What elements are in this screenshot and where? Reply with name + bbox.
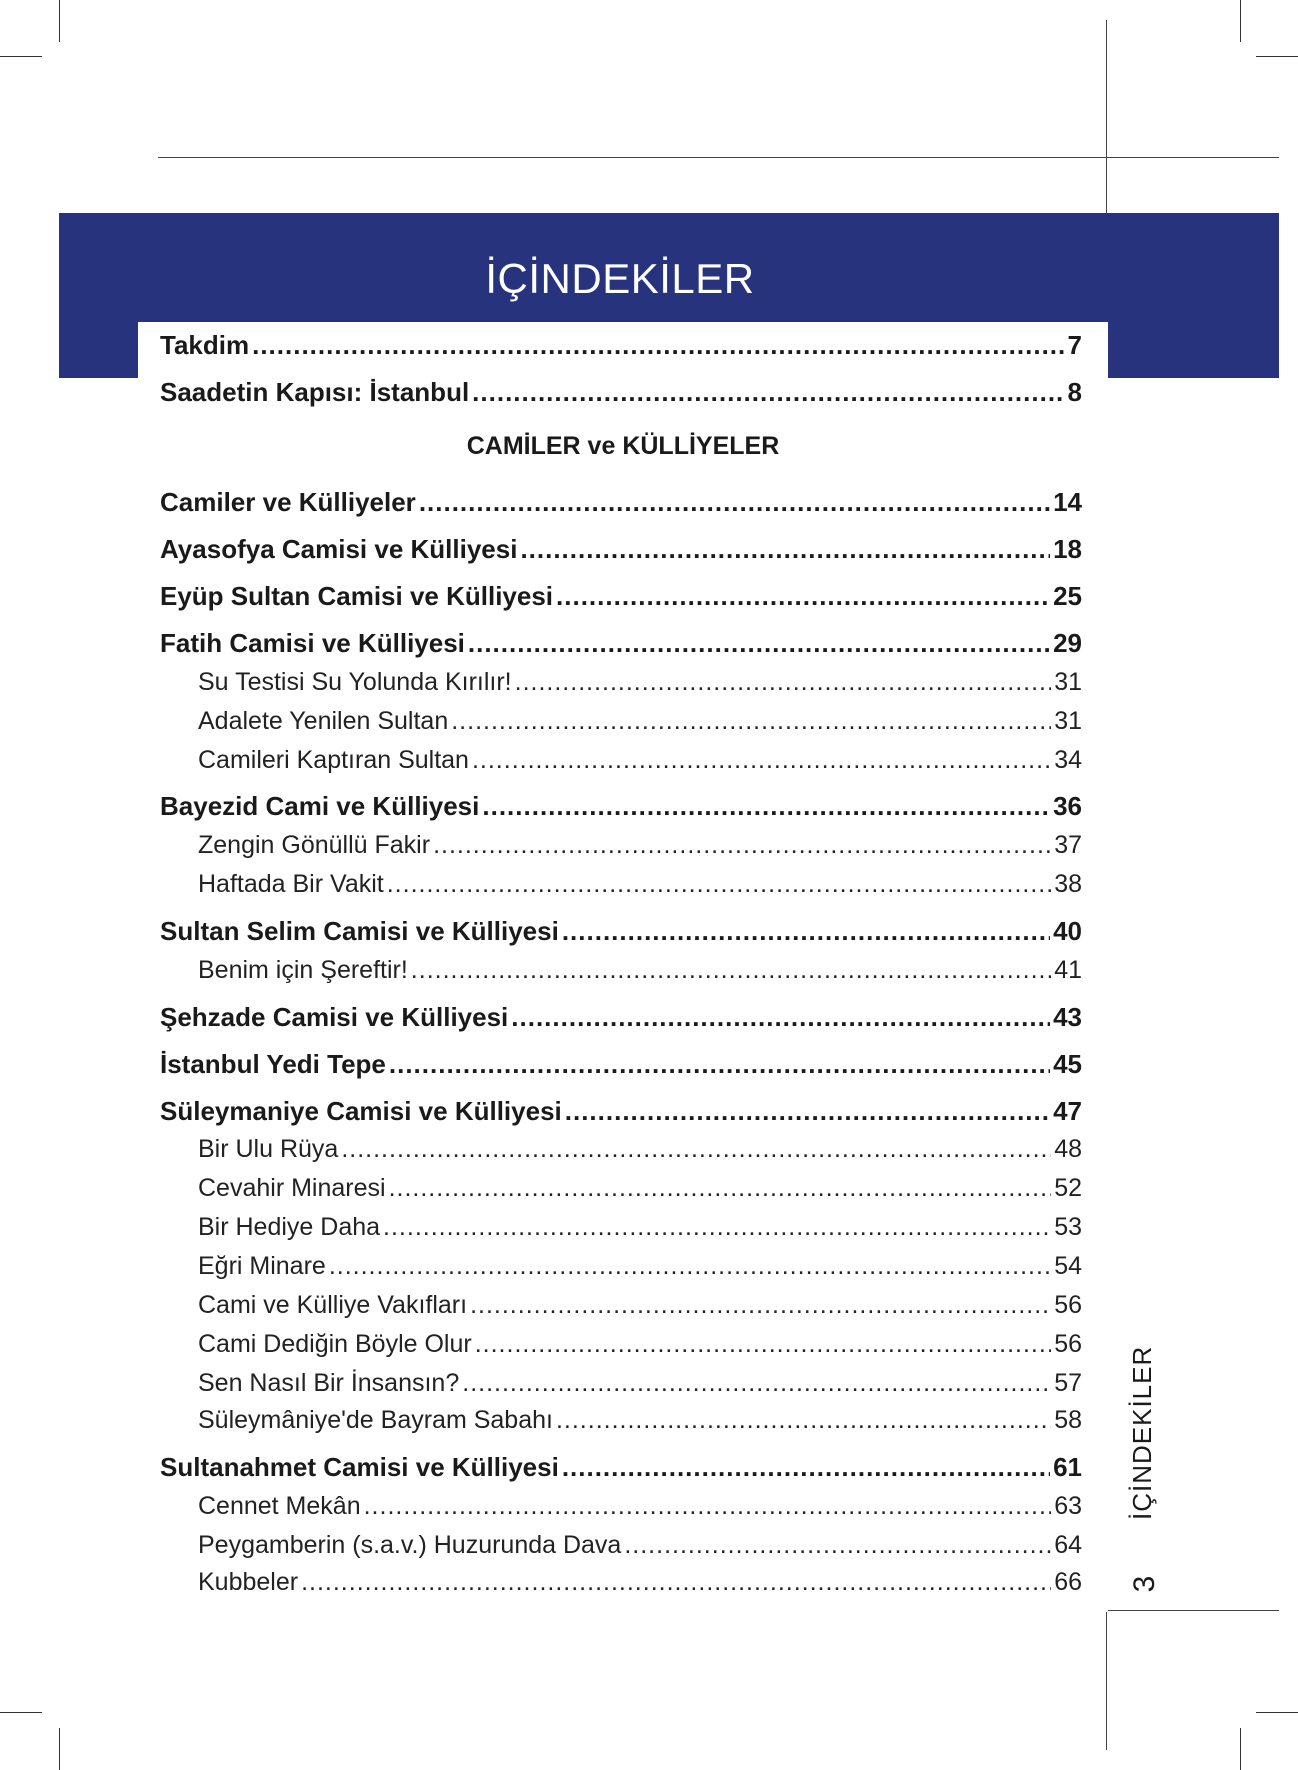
toc-entry-page: 52: [1054, 1174, 1082, 1202]
toc-entry-title: Sultanahmet Camisi ve Külliyesi: [160, 1452, 559, 1482]
toc-entry-page: 37: [1054, 831, 1082, 859]
dot-leader: [329, 1252, 1051, 1281]
toc-panel: [138, 322, 1108, 1612]
toc-entry-title: Takdim: [160, 330, 250, 360]
toc-entry-page: 58: [1054, 1406, 1082, 1434]
toc-entry-page: 61: [1053, 1452, 1082, 1482]
page-title: İÇİNDEKİLER: [485, 255, 755, 302]
toc-subentry[interactable]: [198, 746, 1082, 775]
dot-leader: [482, 791, 1050, 822]
toc-entry-page: 57: [1054, 1369, 1082, 1397]
toc-entry-title: Saadetin Kapısı: İstanbul: [160, 377, 470, 407]
toc-subentry[interactable]: [198, 1369, 1082, 1398]
toc-entry-page: 48: [1054, 1135, 1082, 1163]
crop-mark: [0, 1712, 42, 1713]
toc-entry-title: Ayasofya Camisi ve Külliyesi: [160, 534, 518, 564]
toc-entry-title: Eyüp Sultan Camisi ve Külliyesi: [160, 581, 554, 611]
dot-leader: [387, 870, 1051, 899]
toc-entry-title: İstanbul Yedi Tepe: [160, 1049, 386, 1079]
toc-subentry[interactable]: [198, 668, 1082, 697]
toc-entry-title: Eğri Minare: [198, 1252, 326, 1280]
toc-entry-title: Fatih Camisi ve Külliyesi: [160, 628, 465, 658]
toc-subentry[interactable]: [198, 956, 1082, 985]
toc-entry-title: Bayezid Cami ve Külliyesi: [160, 791, 480, 821]
toc-entry[interactable]: [160, 534, 1082, 565]
toc-entry-page: 29: [1053, 628, 1082, 658]
toc-entry-page: 41: [1054, 956, 1082, 984]
running-title: [1127, 1345, 1167, 1560]
dot-leader: [556, 1406, 1051, 1435]
toc-subentry[interactable]: [198, 1531, 1082, 1560]
toc-subentry[interactable]: [198, 1291, 1082, 1320]
toc-entry[interactable]: [160, 1452, 1082, 1483]
toc-entry-title: Camileri Kaptıran Sultan: [198, 746, 469, 774]
toc-entry-page: 8: [1067, 377, 1082, 407]
toc-subentry[interactable]: [198, 1135, 1082, 1164]
toc-entry-title: Cami Dediğin Böyle Olur: [198, 1330, 472, 1358]
toc-entry-page: 7: [1067, 330, 1082, 360]
toc-entry-page: 25: [1053, 581, 1082, 611]
dot-leader: [565, 1096, 1050, 1127]
dot-leader: [520, 534, 1050, 565]
toc-subentry[interactable]: [198, 1213, 1082, 1242]
dot-leader: [470, 1291, 1051, 1320]
toc-entry-title: Adalete Yenilen Sultan: [198, 707, 449, 735]
section-heading: CAMİLER ve KÜLLİYELER: [466, 432, 780, 460]
dot-leader: [383, 1213, 1051, 1242]
toc-entry[interactable]: [160, 916, 1082, 947]
toc-entry-title: Cami ve Külliye Vakıfları: [198, 1291, 468, 1319]
dot-leader: [515, 668, 1052, 697]
running-title-text: İÇİNDEKİLER: [1127, 1345, 1157, 1520]
toc-entry-page: 34: [1054, 746, 1082, 774]
dot-leader: [364, 1492, 1052, 1521]
toc-entry-page: 56: [1054, 1330, 1082, 1358]
toc-entry-title: Süleymaniye Camisi ve Külliyesi: [160, 1096, 562, 1126]
toc-entry-page: 63: [1054, 1492, 1082, 1520]
dot-leader: [341, 1135, 1051, 1164]
toc-entry-page: 47: [1053, 1096, 1082, 1126]
toc-entry[interactable]: [160, 628, 1082, 659]
toc-entry[interactable]: [160, 330, 1082, 361]
toc-entry-page: 43: [1053, 1002, 1082, 1032]
toc-entry-page: 36: [1053, 791, 1082, 821]
toc-subentry[interactable]: [198, 707, 1082, 736]
toc-entry[interactable]: [160, 791, 1082, 822]
dot-leader: [472, 746, 1051, 775]
toc-list: [138, 322, 1108, 1612]
toc-entry-title: Şehzade Camisi ve Külliyesi: [160, 1002, 509, 1032]
toc-entry-page: 31: [1054, 707, 1082, 735]
toc-entry[interactable]: [160, 1049, 1082, 1080]
crop-mark: [1240, 0, 1241, 42]
crop-mark: [59, 0, 60, 42]
toc-entry[interactable]: [160, 581, 1082, 612]
toc-entry-title: Zengin Gönüllü Fakir: [198, 831, 431, 859]
toc-subentry[interactable]: [198, 1406, 1082, 1435]
toc-entry-title: Peygamberin (s.a.v.) Huzurunda Dava: [198, 1531, 622, 1559]
dot-leader: [433, 831, 1051, 860]
dot-leader: [301, 1568, 1051, 1597]
toc-entry-title: Cennet Mekân: [198, 1492, 361, 1520]
toc-entry-title: Haftada Bir Vakit: [198, 870, 384, 898]
toc-entry-page: 64: [1054, 1531, 1082, 1559]
crop-mark: [0, 56, 42, 57]
toc-entry-title: Cevahir Minaresi: [198, 1174, 386, 1202]
dot-leader: [556, 581, 1050, 612]
toc-entry-page: 56: [1054, 1291, 1082, 1319]
toc-entry-title: Camiler ve Külliyeler: [160, 487, 416, 517]
toc-subentry[interactable]: [198, 1174, 1082, 1203]
dot-leader: [468, 628, 1050, 659]
toc-entry-page: 45: [1053, 1049, 1082, 1079]
toc-entry[interactable]: [160, 1002, 1082, 1033]
toc-subentry[interactable]: [198, 1492, 1082, 1521]
toc-subentry[interactable]: [198, 1568, 1082, 1597]
toc-entry[interactable]: [160, 1096, 1082, 1127]
toc-subentry[interactable]: [198, 1330, 1082, 1359]
toc-entry-page: 14: [1053, 487, 1082, 517]
toc-entry[interactable]: [160, 377, 1082, 408]
dot-leader: [419, 487, 1050, 518]
toc-entry-title: Süleymâniye'de Bayram Sabahı: [198, 1406, 553, 1434]
dot-leader: [411, 956, 1051, 985]
dot-leader: [475, 1330, 1051, 1359]
dot-leader: [252, 330, 1064, 361]
dot-leader: [389, 1174, 1052, 1203]
dot-leader: [472, 377, 1064, 408]
toc-subentry[interactable]: [198, 1252, 1082, 1281]
toc-entry[interactable]: [160, 487, 1082, 518]
toc-entry-page: 54: [1054, 1252, 1082, 1280]
toc-subentry[interactable]: [198, 831, 1082, 860]
dot-leader: [562, 916, 1050, 947]
toc-entry-title: Benim için Şereftir!: [198, 956, 408, 984]
toc-entry-page: 18: [1053, 534, 1082, 564]
toc-entry-page: 53: [1054, 1213, 1082, 1241]
toc-entry-page: 40: [1053, 916, 1082, 946]
toc-entry-page: 38: [1054, 870, 1082, 898]
toc-entry-page: 31: [1054, 668, 1082, 696]
crop-mark: [1240, 1728, 1241, 1770]
dot-leader: [462, 1369, 1051, 1398]
dot-leader: [451, 707, 1051, 736]
toc-entry-page: 66: [1054, 1568, 1082, 1596]
crop-mark: [1256, 1712, 1298, 1713]
dot-leader: [511, 1002, 1050, 1033]
toc-entry-title: Kubbeler: [198, 1568, 299, 1596]
dot-leader: [562, 1452, 1050, 1483]
toc-entry-title: Su Testisi Su Yolunda Kırılır!: [198, 668, 512, 696]
page-number: 3: [1128, 1575, 1161, 1593]
top-rule: [158, 157, 1279, 158]
crop-mark: [1256, 56, 1298, 57]
toc-entry-title: Sultan Selim Camisi ve Külliyesi: [160, 916, 559, 946]
toc-entry-title: Bir Hediye Daha: [198, 1213, 381, 1241]
crop-mark: [59, 1728, 60, 1770]
toc-entry-title: Bir Ulu Rüya: [198, 1135, 339, 1163]
dot-leader: [389, 1049, 1050, 1080]
toc-subentry[interactable]: [198, 870, 1082, 899]
dot-leader: [624, 1531, 1051, 1560]
toc-entry-title: Sen Nasıl Bir İnsansın?: [198, 1369, 460, 1397]
